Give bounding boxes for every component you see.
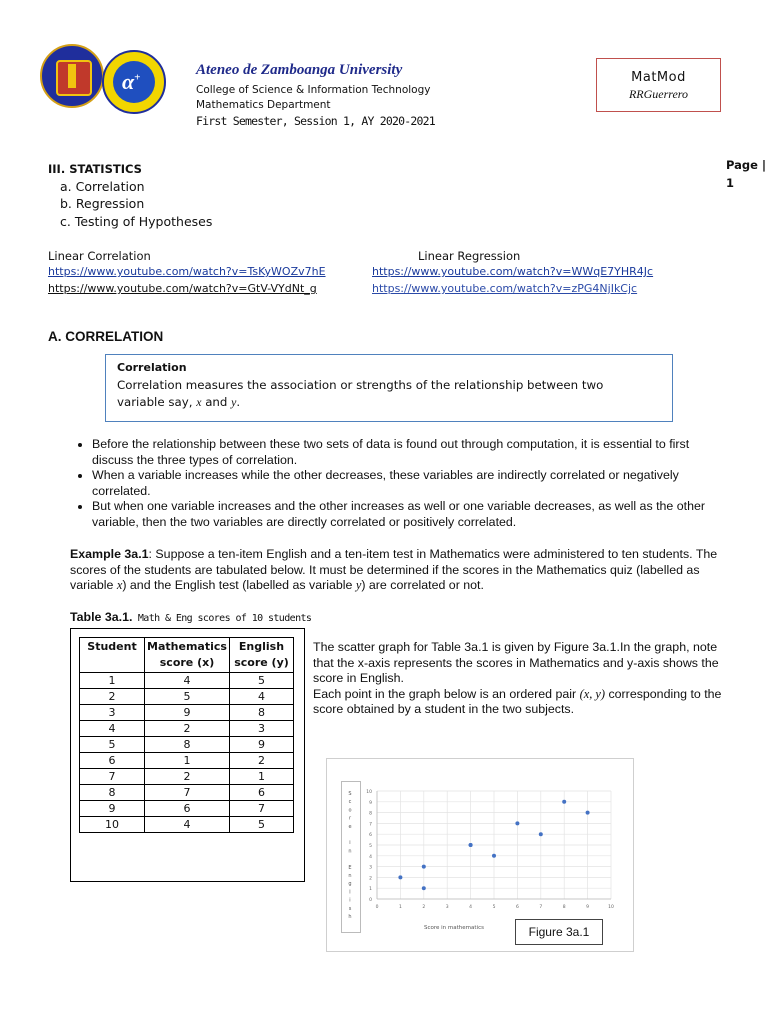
y-tick-label: 5 [369, 844, 372, 849]
y-tick-label: 10 [366, 790, 372, 795]
example-var-x: x [116, 578, 123, 593]
example-text-1: : Suppose a ten-item English and a ten-item test in Mathematics were administered to ten students. The scores of the students are tabulated below. It must be determined if the scores in the Mathematics quiz (labelled as variable [70, 547, 718, 593]
definition-text-start: variable say, [117, 395, 197, 409]
cell-english-score: 7 [230, 801, 294, 817]
y-tick-label: 8 [369, 811, 372, 817]
y-tick-label: 3 [369, 865, 372, 871]
x-tick-label: 3 [445, 905, 449, 910]
definition-text-line-2 [117, 395, 240, 410]
column-header-student: Student [80, 638, 145, 673]
y-tick-label: 4 [369, 854, 372, 860]
cell-math-score: 4 [145, 673, 230, 689]
definition-var-y: y [231, 395, 237, 409]
column-header-math: Mathematics score (x) [145, 638, 230, 673]
cell-math-score: 6 [145, 801, 230, 817]
cell-english-score: 5 [230, 817, 294, 833]
table-label: Table 3a.1. [70, 610, 133, 624]
table-row [80, 705, 294, 721]
cell-math-score: 5 [145, 689, 230, 705]
section-item-correlation: a. Correlation [60, 179, 145, 194]
scatter-paragraph-2a: Each point in the graph below is an ordered pair [313, 686, 580, 701]
cell-english-score: 6 [230, 785, 294, 801]
x-tick-label: 10 [608, 905, 614, 910]
cell-english-score: 5 [230, 673, 294, 689]
linear-correlation-heading: Linear Correlation [48, 249, 151, 263]
table-row [80, 673, 294, 689]
matmod-title: MatMod [631, 70, 686, 85]
definition-text-line-1: Correlation measures the association or strengths of the relationship between two [117, 378, 604, 392]
cell-english-score: 9 [230, 737, 294, 753]
cell-math-score: 4 [145, 817, 230, 833]
column-header-english: English score (y) [230, 638, 294, 673]
linear-regression-heading: Linear Regression [418, 249, 521, 263]
data-point [422, 886, 426, 890]
x-tick-label: 4 [469, 905, 473, 910]
x-tick-label: 6 [515, 905, 519, 910]
example-text-2: ) and the English test (labelled as variable [122, 578, 356, 593]
cell-student: 6 [80, 753, 145, 769]
x-tick-label: 0 [375, 905, 379, 910]
example-text-3: ) are correlated or not. [361, 578, 484, 593]
data-point [515, 821, 519, 825]
cell-student: 4 [80, 721, 145, 737]
table-row [80, 753, 294, 769]
mathematics-department-seal: α+ [102, 50, 166, 114]
definition-title: Correlation [117, 361, 187, 374]
figure-caption-box [515, 919, 603, 945]
cell-student: 8 [80, 785, 145, 801]
cell-math-score: 2 [145, 769, 230, 785]
cell-student: 7 [80, 769, 145, 785]
cell-student: 3 [80, 705, 145, 721]
x-tick-label: 1 [398, 905, 402, 910]
cell-student: 2 [80, 689, 145, 705]
definition-text-and: and [201, 395, 232, 409]
table-row [80, 769, 294, 785]
bullet-item: • Before the relationship between these two sets of data is found out through computation, it is essential to first discuss the three types of correlation. [92, 437, 722, 468]
cell-student: 10 [80, 817, 145, 833]
scatter-paragraph-1: The scatter graph for Table 3a.1 is given by Figure 3a.1.In the graph, note that the x-axis represents the scores in Mathematics and y-axis shows the score in English. [313, 640, 719, 686]
bullet-item: • But when one variable increases and the other increases as well or one variable decreases, as well as the other variable, then the two variables are directly correlated or positively correlated. [92, 499, 722, 530]
scatter-paragraph-2b: corresponding to the score obtained by a student in the two subjects. [313, 686, 722, 717]
scores-table-frame [70, 628, 305, 882]
scatter-paragraph-2 [313, 687, 723, 718]
y-tick-label: 1 [369, 887, 372, 893]
y-tick-label: 0 [369, 898, 372, 903]
data-point [586, 811, 590, 815]
table-row [80, 737, 294, 753]
data-point [469, 843, 473, 847]
example-var-y: y [355, 578, 362, 593]
y-tick-label: 6 [369, 833, 372, 839]
x-tick-label: 8 [562, 905, 566, 910]
cell-math-score: 8 [145, 737, 230, 753]
cell-student: 1 [80, 673, 145, 689]
table-header-row [80, 638, 294, 673]
correlation-video-link-1[interactable]: https://www.youtube.com/watch?v=TsKyWOZv7hE [48, 265, 326, 278]
page-number: 1 [726, 176, 735, 190]
bullet-item: • When a variable increases while the other decreases, these variables are indirectly correlated or negatively correlated. [92, 468, 722, 499]
correlation-video-link-2[interactable]: https://www.youtube.com/watch?v=GtV-VYdNt_g [48, 282, 317, 295]
section-item-hypotheses: c. Testing of Hypotheses [60, 214, 213, 229]
section-item-regression: b. Regression [60, 196, 145, 211]
example-paragraph [70, 547, 726, 594]
example-label: Example 3a.1 [70, 547, 149, 561]
regression-video-link-2[interactable]: https://www.youtube.com/watch?v=zPG4NjIkCjc [372, 282, 638, 295]
table-caption-text: Math & Eng scores of 10 students [132, 613, 312, 624]
cell-student: 5 [80, 737, 145, 753]
cell-english-score: 8 [230, 705, 294, 721]
figure-frame [326, 758, 634, 952]
cell-math-score: 2 [145, 721, 230, 737]
figure-caption: Figure 3a.1 [528, 925, 590, 939]
cell-math-score: 7 [145, 785, 230, 801]
cell-math-score: 1 [145, 753, 230, 769]
scatter-description [313, 640, 723, 718]
cell-english-score: 2 [230, 753, 294, 769]
data-point [562, 800, 566, 804]
correlation-bullets [70, 437, 722, 530]
cell-english-score: 3 [230, 721, 294, 737]
university-seal [40, 44, 104, 108]
x-tick-label: 2 [422, 905, 426, 910]
university-name: Ateneo de Zamboanga University [196, 62, 403, 78]
table-row [80, 817, 294, 833]
y-axis-label: S c o r e i n E n g l i s h [348, 791, 352, 920]
matmod-author: RRGuerrero [628, 87, 689, 101]
table-row [80, 785, 294, 801]
department-name: Mathematics Department [196, 99, 331, 111]
x-axis-label: Score in mathematics [424, 925, 484, 931]
ordered-pair: (x, y) [579, 686, 606, 701]
data-point [492, 854, 496, 858]
definition-var-x: x [196, 395, 202, 409]
regression-video-link-1[interactable]: https://www.youtube.com/watch?v=WWqE7YHR4Jc [372, 265, 654, 278]
section-title: III. STATISTICS [48, 162, 142, 176]
y-tick-label: 2 [369, 876, 372, 882]
correlation-definition-box [105, 354, 673, 422]
cell-student: 9 [80, 801, 145, 817]
y-tick-label: 9 [369, 800, 372, 806]
definition-text-end: . [236, 395, 241, 409]
x-tick-label: 7 [539, 905, 543, 910]
table-caption [70, 610, 311, 624]
data-point [539, 832, 543, 836]
table-row [80, 721, 294, 737]
data-point [398, 875, 402, 879]
table-row [80, 689, 294, 705]
table-row [80, 801, 294, 817]
data-point [422, 865, 426, 869]
cell-math-score: 9 [145, 705, 230, 721]
page-label: Page | [726, 158, 767, 172]
part-a-heading: A. CORRELATION [48, 329, 164, 344]
x-tick-label: 5 [492, 905, 496, 910]
x-tick-label: 9 [586, 905, 590, 910]
semester-line: First Semester, Session 1, AY 2020-2021 [196, 114, 435, 128]
scores-table [79, 637, 294, 833]
college-name: College of Science & Information Technology [196, 84, 431, 96]
cell-english-score: 4 [230, 689, 294, 705]
matmod-box [596, 58, 721, 112]
cell-english-score: 1 [230, 769, 294, 785]
y-tick-label: 7 [369, 822, 372, 828]
